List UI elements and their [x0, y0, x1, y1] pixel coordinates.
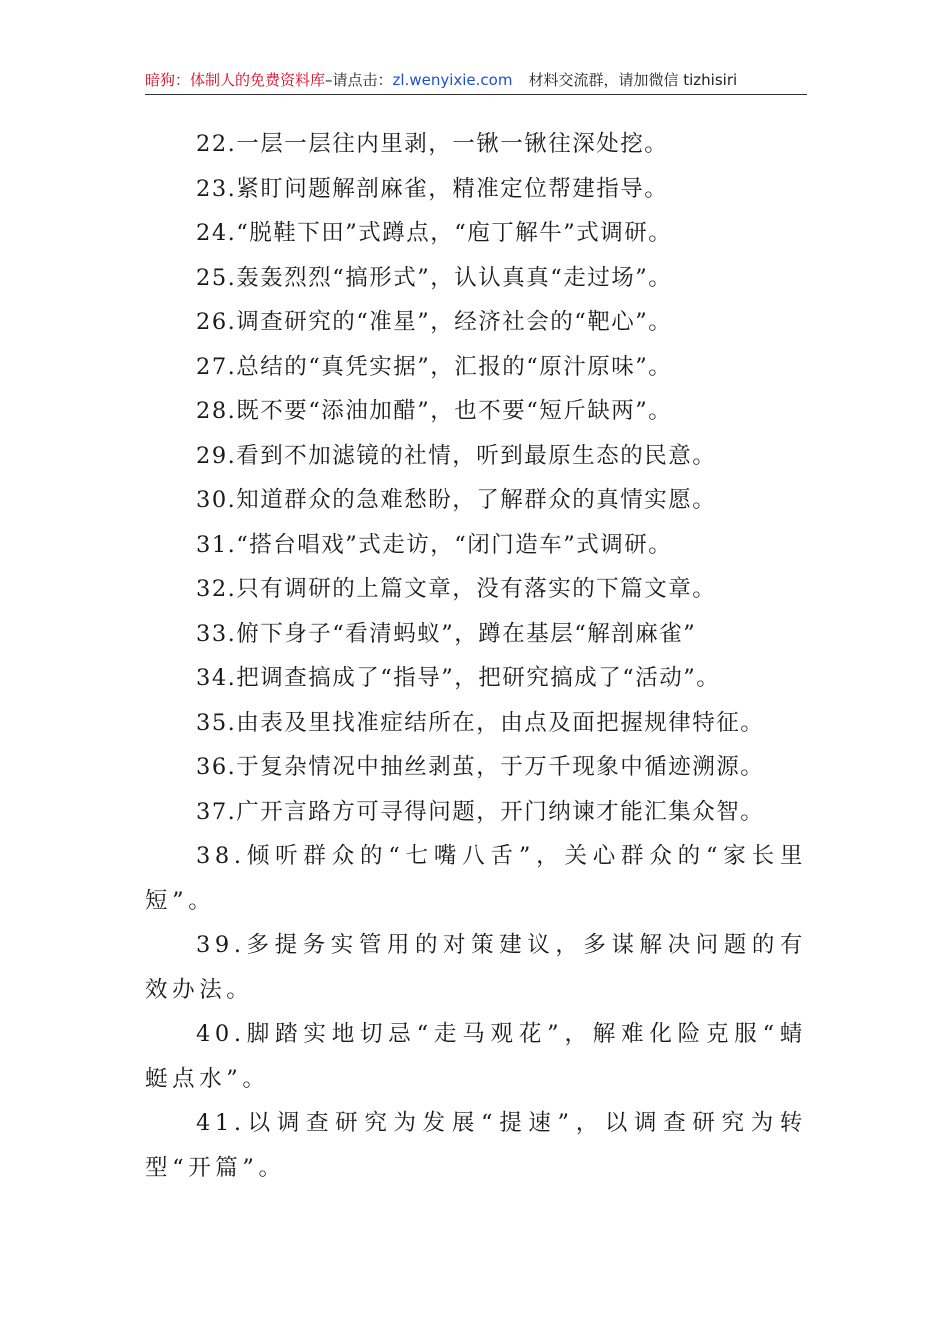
- list-item-40: 40.脚踏实地切忌“走马观花”，解难化险克服“蜻蜓点水”。: [145, 1021, 807, 1092]
- page-header: [145, 66, 807, 95]
- list-item-29: 29.看到不加滤镜的社情，听到最原生态的民意。: [196, 442, 717, 469]
- list-item-26: 26.调查研究的“准星”，经济社会的“靶心”。: [196, 309, 673, 335]
- list-item-22: 22.一层一层往内里剥，一锹一锹往深处挖。: [196, 131, 669, 157]
- list-item-30: 30.知道群众的急难愁盼，了解群众的真情实愿。: [196, 487, 717, 513]
- list-item-36: 36.于复杂情况中抽丝剥茧，于万千现象中循迹溯源。: [196, 754, 765, 780]
- header-brand: 暗狗：体制人的免费资料库: [145, 71, 326, 89]
- list-item-39: 39.多提务实管用的对策建议，多谋解决问题的有效办法。: [145, 932, 807, 1003]
- list-item-34: 34.把调查搞成了“指导”，把研究搞成了“活动”。: [196, 665, 721, 691]
- list-item-28: 28.既不要“添油加醋”，也不要“短斤缺两”。: [196, 398, 673, 424]
- list-item-31: 31.“搭台唱戏”式走访，“闭门造车”式调研。: [196, 531, 673, 558]
- list-item-41: 41.以调查研究为发展“提速”，以调查研究为转型“开篇”。: [145, 1110, 807, 1181]
- list-item-23: 23.紧盯问题解剖麻雀，精准定位帮建指导。: [196, 175, 669, 202]
- list-item-35: 35.由表及里找准症结所在，由点及面把握规律特征。: [196, 709, 765, 736]
- list-item-33: 33.俯下身子“看清蚂蚁”，蹲在基层“解剖麻雀”: [196, 620, 697, 647]
- list-item-32: 32.只有调研的上篇文章，没有落实的下篇文章。: [196, 576, 717, 602]
- list-item-27: 27.总结的“真凭实据”，汇报的“原汁原味”。: [196, 353, 673, 380]
- document-body: [145, 122, 807, 1190]
- list-item-25: 25.轰轰烈烈“搞形式”，认认真真“走过场”。: [196, 264, 673, 291]
- list-item-38: 38.倾听群众的“七嘴八舌”，关心群众的“家长里短”。: [145, 843, 807, 914]
- header-group-info: 材料交流群，请加微信 tizhisiri: [528, 71, 738, 89]
- list-item-24: 24.“脱鞋下田”式蹲点，“庖丁解牛”式调研。: [196, 220, 673, 246]
- header-link[interactable]: zl.wenyixie.com: [392, 71, 513, 89]
- list-item-37: 37.广开言路方可寻得问题，开门纳谏才能汇集众智。: [196, 798, 765, 825]
- header-prompt: –请点击：: [325, 71, 393, 89]
